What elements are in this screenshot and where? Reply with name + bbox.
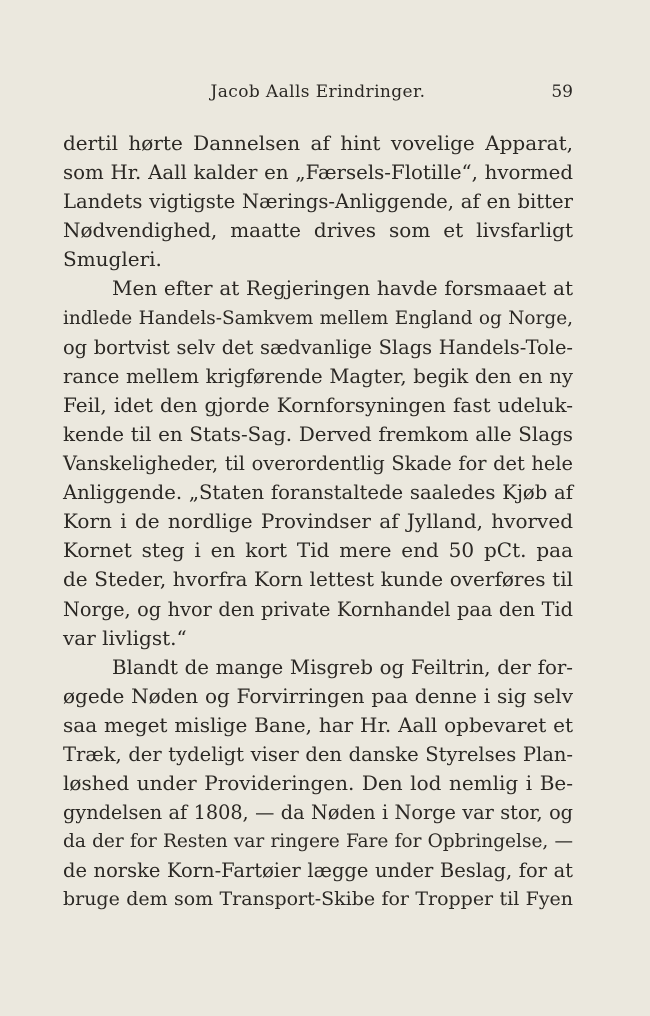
- text-line: øgede Nøden og Forvirringen paa denne i sig selv: [63, 683, 573, 708]
- text-line: Korn i de nordlige Provindser af Jylland, hvorved: [63, 509, 573, 534]
- text-line: løshed under Provideringen. Den lod nemlig i Be-: [63, 771, 573, 796]
- text-line: Vanskeligheder, til overordentlig Skade for det hele: [63, 452, 573, 476]
- running-title: Jacob Aalls Erindringer.: [210, 82, 426, 102]
- text-line: rance mellem krigførende Magter, begik den en ny: [63, 364, 573, 388]
- text-line: kende til en Stats-Sag. Derved fremkom alle Slags: [63, 422, 573, 446]
- text-line: og bortvist selv det sædvanlige Slags Handels-Tole-: [63, 335, 573, 359]
- text-line: Smugleri.: [63, 247, 162, 272]
- page-number: 59: [551, 82, 573, 102]
- text-line: Anliggende. „Staten foranstaltede saaledes Kjøb af: [63, 481, 573, 505]
- page-header: [63, 82, 573, 108]
- text-line: de Steder, hvorfra Korn lettest kunde overføres til: [63, 567, 573, 592]
- text-line: Norge, og hvor den private Kornhandel paa den Tid: [63, 597, 573, 621]
- text-line: bruge dem som Transport-Skibe for Tropper til Fyen: [63, 888, 573, 911]
- text-line: indlede Handels-Samkvem mellem England og Norge,: [63, 307, 573, 329]
- text-line: gyndelsen af 1808, — da Nøden i Norge var stor, og: [63, 801, 573, 825]
- text-line: Nødvendighed, maatte drives som et livsfarligt: [63, 218, 573, 243]
- paragraph-start-line: Blandt de mange Misgreb og Feiltrin, der for-: [112, 655, 573, 679]
- text-line: Landets vigtigste Nærings-Anliggende, af en bitter: [63, 190, 573, 214]
- text-line: var livligst.“: [63, 625, 187, 650]
- text-line: som Hr. Aall kalder en „Færsels-Flotille“, hvormed: [63, 161, 573, 185]
- text-line: dertil hørte Dannelsen af hint vovelige Apparat,: [63, 131, 573, 155]
- text-line: de norske Korn-Fartøier lægge under Beslag, for at: [63, 859, 573, 883]
- text-line: Feil, idet den gjorde Kornforsyningen fast udeluk-: [63, 392, 573, 417]
- body-text: [63, 129, 573, 915]
- paragraph-start-line: Men efter at Regjeringen havde forsmaaet at: [112, 276, 573, 301]
- text-line: saa meget mislige Bane, har Hr. Aall opbevaret et: [63, 712, 573, 737]
- text-line: da der for Resten var ringere Fare for Opbringelse, —: [63, 831, 573, 853]
- text-line: Kornet steg i en kort Tid mere end 50 pCt. paa: [63, 538, 573, 563]
- text-line: Træk, der tydeligt viser den danske Styrelses Plan-: [63, 742, 573, 766]
